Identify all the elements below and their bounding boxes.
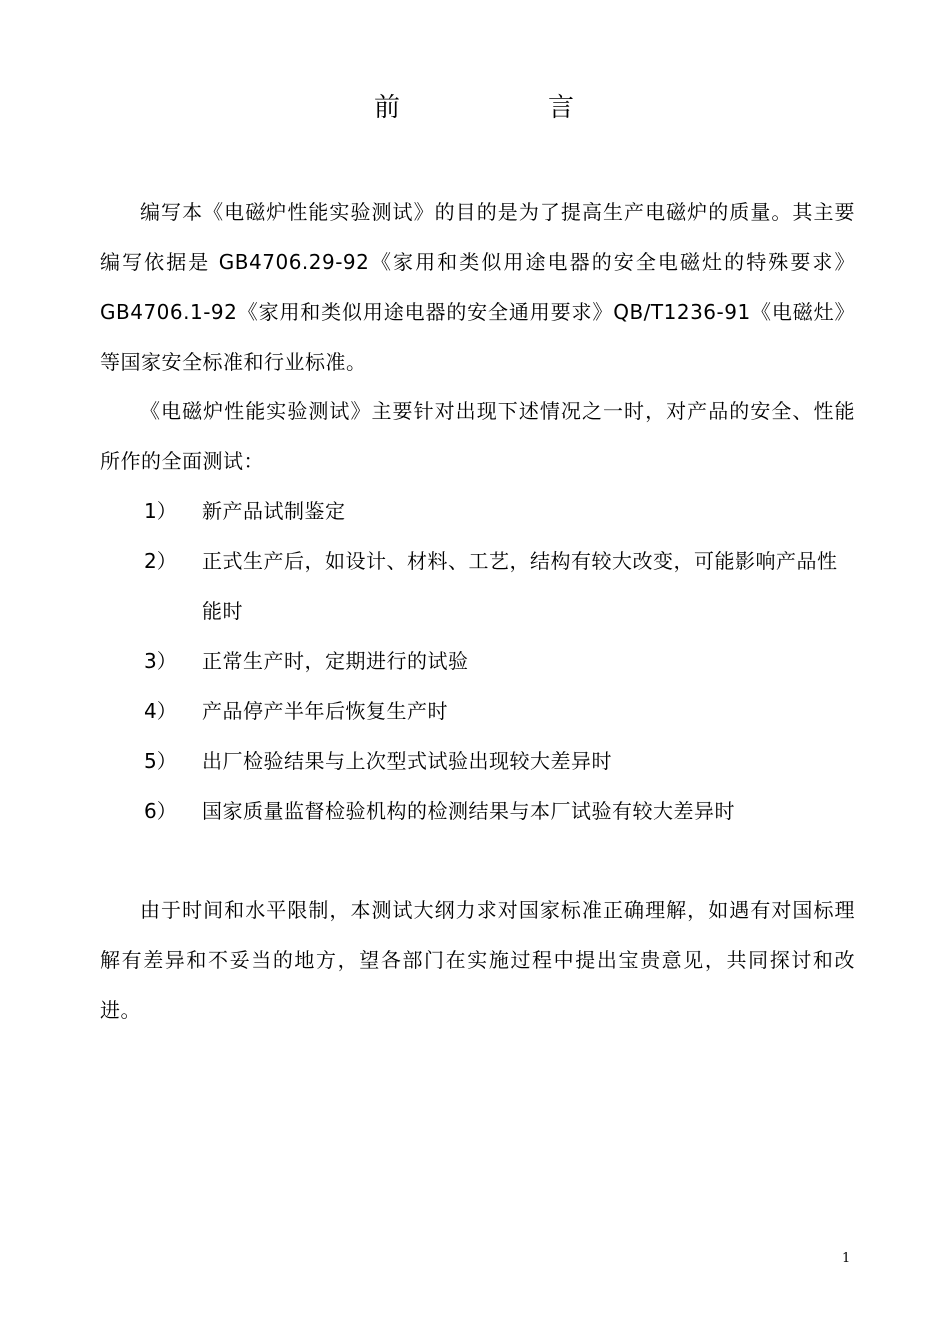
list-item-text: 正式生产后，如设计、材料、工艺，结构有较大改变，可能影响产品性能时 — [202, 549, 838, 623]
paragraph-purpose: 编写本《电磁炉性能实验测试》的目的是为了提高生产电磁炉的质量。其主要编写依据是 GB4706.29-92《家用和类似用途电器的安全电磁灶的特殊要求》GB4706.1-92《家用和类似用途电器的安全通用要求》QB/T1236-91《电磁灶》等国家安全标准和行业标准。 — [100, 200, 855, 374]
list-item — [0, 536, 950, 636]
list-item — [0, 736, 950, 786]
list-item-number: 3） — [144, 649, 177, 673]
page-title — [0, 88, 950, 128]
list-item — [0, 786, 950, 836]
paragraph-scope: 《电磁炉性能实验测试》主要针对出现下述情况之一时，对产品的安全、性能所作的全面测试： — [100, 399, 855, 473]
list-item — [0, 686, 950, 736]
title-char-2: 言 — [548, 93, 575, 123]
list-item-number: 2） — [144, 549, 177, 573]
list-item-text: 出厂检验结果与上次型式试验出现较大差异时 — [202, 749, 612, 773]
list-item-number: 1） — [144, 499, 177, 523]
list-item — [0, 636, 950, 686]
list-item-number: 4） — [144, 699, 177, 723]
list-item-text: 国家质量监督检验机构的检测结果与本厂试验有较大差异时 — [202, 799, 735, 823]
page-number: 1 — [842, 1251, 851, 1266]
list-item-number: 6） — [144, 799, 177, 823]
list-item — [0, 486, 950, 536]
list-item-text: 正常生产时，定期进行的试验 — [202, 649, 469, 673]
paragraph-closing: 由于时间和水平限制，本测试大纲力求对国家标准正确理解，如遇有对国标理解有差异和不妥当的地方，望各部门在实施过程中提出宝贵意见，共同探讨和改进。 — [100, 898, 855, 1022]
list-item-number: 5） — [144, 749, 177, 773]
list-item-text: 产品停产半年后恢复生产时 — [202, 699, 448, 723]
list-item-text: 新产品试制鉴定 — [202, 499, 346, 523]
title-char-1: 前 — [374, 93, 401, 123]
conditions-list — [0, 486, 950, 836]
